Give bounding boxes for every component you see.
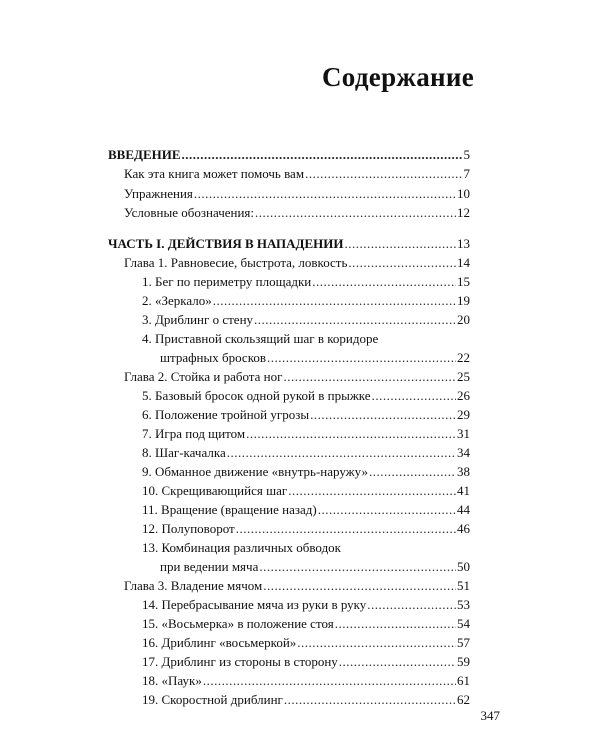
toc-label: Упражнения: [124, 186, 193, 201]
toc-entry-how-book: [124, 165, 470, 183]
toc-page: 31: [457, 426, 470, 441]
toc-label: 16. Дриблинг «восьмеркой»: [142, 635, 297, 650]
page-number: 347: [480, 708, 500, 723]
toc-page: 44: [457, 502, 470, 517]
toc-entry-chapter1: [124, 254, 470, 272]
leader-dots: [246, 425, 456, 443]
toc-entry-chapter2: [124, 368, 470, 386]
toc-page: 7: [463, 166, 470, 181]
toc-label: 3. Дриблинг о стену: [142, 312, 254, 327]
leader-dots: [305, 165, 462, 183]
toc-label: 8. Шаг-качалка: [142, 445, 226, 460]
toc-page: 20: [457, 312, 470, 327]
leader-dots: [203, 672, 456, 690]
toc-label: 9. Обманное движение «внутрь-наружу»: [142, 464, 368, 479]
toc-entry-ex12: [142, 520, 470, 538]
toc-page: 51: [457, 578, 470, 593]
toc-entry-ex5: [142, 387, 470, 405]
toc-label: 17. Дриблинг из стороны в сторону: [142, 654, 338, 669]
toc-entry-ex13-line2: [160, 558, 470, 576]
toc-label: Глава 2. Стойка и работа ног: [124, 369, 283, 384]
toc-entry-ex8: [142, 444, 470, 462]
toc-label: при ведении мяча: [160, 559, 259, 574]
toc-label: 18. «Паук»: [142, 673, 202, 688]
toc-label: 2. «Зеркало»: [142, 293, 212, 308]
toc-entry-ex15: [142, 615, 470, 633]
toc-entry-ex2: [142, 292, 470, 310]
toc-entry-ex4-line2: [160, 349, 470, 367]
toc-label: 11. Вращение (вращение назад): [142, 502, 317, 517]
toc-label: 7. Игра под щитом: [142, 426, 246, 441]
leader-dots: [267, 349, 456, 367]
toc-label: 12. Полуповорот: [142, 521, 235, 536]
toc-page: 46: [457, 521, 470, 536]
leader-dots: [339, 653, 456, 671]
toc-label: 5. Базовый бросок одной рукой в прыжке: [142, 388, 371, 403]
toc-page: 29: [457, 407, 470, 422]
toc-page: 10: [457, 186, 470, 201]
toc-entry-ex7: [142, 425, 470, 443]
toc-label: Глава 1. Равновесие, быстрота, ловкость: [124, 255, 348, 270]
toc-label: Условные обозначения:: [124, 205, 255, 220]
toc-label: 19. Скоростной дриблинг: [142, 692, 283, 707]
toc-page: 25: [457, 369, 470, 384]
toc-label: штрафных бросков: [160, 350, 266, 365]
toc-page: 38: [457, 464, 470, 479]
toc-label: Как эта книга может помочь вам: [124, 166, 305, 181]
leader-dots: [369, 463, 456, 481]
leader-dots: [254, 311, 456, 329]
toc-label: 15. «Восьмерка» в положение стоя: [142, 616, 334, 631]
page-title: Содержание: [322, 62, 475, 92]
leader-dots: [335, 615, 456, 633]
leader-dots: [312, 273, 456, 291]
toc-entry-ex18: [142, 672, 470, 690]
toc-entry-ex14: [142, 596, 470, 614]
leader-dots: [310, 406, 456, 424]
toc-entry-ex13-line1: 13. Комбинация различных обводок: [142, 540, 341, 555]
toc-page: 26: [457, 388, 470, 403]
toc-label: ВВЕДЕНИЕ: [108, 147, 181, 162]
toc-entry-chapter3: [124, 577, 470, 595]
toc-label: ЧАСТЬ I. ДЕЙСТВИЯ В НАПАДЕНИИ: [108, 236, 344, 251]
toc-page: 15: [457, 274, 470, 289]
leader-dots: [263, 577, 456, 595]
toc-entry-ex17: [142, 653, 470, 671]
leader-dots: [182, 146, 463, 164]
toc-page: 13: [457, 236, 470, 251]
toc-entry-ex9: [142, 463, 470, 481]
leader-dots: [297, 634, 456, 652]
toc-entry-ex6: [142, 406, 470, 424]
toc-label: 6. Положение тройной угрозы: [142, 407, 310, 422]
toc-entry-ex4-line1: 4. Приставной скользящий шаг в коридоре: [142, 331, 379, 346]
toc-page: 14: [457, 255, 470, 270]
leader-dots: [194, 185, 456, 203]
toc-label: Глава 3. Владение мячом: [124, 578, 263, 593]
toc-entry-ex1: [142, 273, 470, 291]
leader-dots: [213, 292, 456, 310]
toc-page: 41: [457, 483, 470, 498]
toc-entry-intro: [108, 146, 470, 164]
leader-dots: [288, 482, 456, 500]
toc-page: 5: [463, 147, 470, 162]
toc-entry-ex10: [142, 482, 470, 500]
toc-page: 61: [457, 673, 470, 688]
leader-dots: [259, 558, 456, 576]
toc-label: 10. Скрещивающийся шаг: [142, 483, 288, 498]
toc-label: 14. Перебрасывание мяча из руки в руку: [142, 597, 367, 612]
leader-dots: [255, 204, 456, 222]
toc-entry-ex11: [142, 501, 470, 519]
toc-entry-part1: [108, 235, 470, 253]
toc-page: 19: [457, 293, 470, 308]
toc-entry-ex16: [142, 634, 470, 652]
leader-dots: [367, 596, 456, 614]
toc-entry-exercises: [124, 185, 470, 203]
leader-dots: [236, 520, 456, 538]
leader-dots: [345, 235, 457, 253]
toc-label: 1. Бег по периметру площадки: [142, 274, 312, 289]
toc-entry-ex19: [142, 691, 470, 709]
toc-page: 34: [457, 445, 470, 460]
leader-dots: [348, 254, 456, 272]
toc-page: 54: [457, 616, 470, 631]
toc-page: 53: [457, 597, 470, 612]
toc-entry-ex3: [142, 311, 470, 329]
toc-page: 59: [457, 654, 470, 669]
toc-page: 50: [457, 559, 470, 574]
toc-page: 22: [457, 350, 470, 365]
leader-dots: [227, 444, 456, 462]
leader-dots: [283, 368, 456, 386]
toc-page: 12: [457, 205, 470, 220]
toc-page: 57: [457, 635, 470, 650]
leader-dots: [284, 691, 456, 709]
toc-entry-symbols: [124, 204, 470, 222]
leader-dots: [318, 501, 456, 519]
toc-page: 62: [457, 692, 470, 707]
leader-dots: [372, 387, 456, 405]
